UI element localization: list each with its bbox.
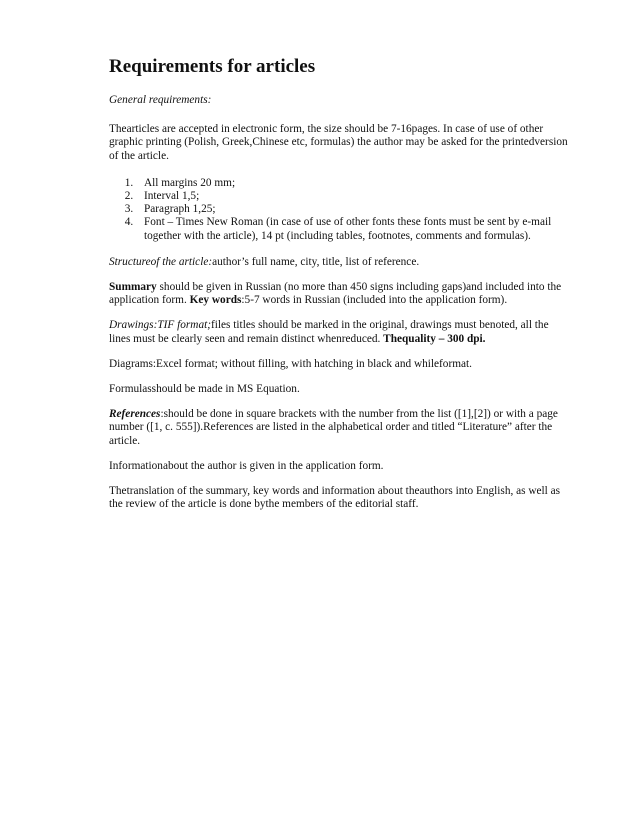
- page-title: Requirements for articles: [109, 56, 316, 77]
- summary-text: should be given in Russian (no more than 450 signs including gaps)and included into the application form.: [109, 281, 562, 307]
- formulas-paragraph: Formulasshould be made in MS Equation.: [109, 383, 300, 396]
- drawings-label: Drawings:TIF format;: [109, 319, 211, 332]
- formatting-list: [109, 177, 569, 243]
- structure-text: author’s full name, city, title, list of reference.: [212, 255, 420, 268]
- list-item: 3. Paragraph 1,25;: [136, 203, 569, 216]
- structure-label: Structureof the article:: [109, 255, 213, 268]
- key-words-text: :5-7 words in Russian (included into the application form).: [241, 294, 508, 307]
- key-words-label: Key words: [189, 294, 242, 307]
- structure-paragraph: [109, 256, 569, 269]
- list-item: 1. All margins 20 mm;: [136, 177, 569, 190]
- quality-text: Thequality – 300 dpi.: [383, 332, 486, 345]
- references-paragraph: [109, 408, 569, 448]
- general-requirements-heading: General requirements:: [109, 94, 212, 106]
- translation-paragraph: Thetranslation of the summary, key words and information about theauthors into English, as well as the review of the article is done bythe members of the editorial staff.: [109, 485, 561, 511]
- document-page: [109, 56, 569, 523]
- drawings-text: files titles should be marked in the original, drawings must benoted, all the lines must be clearly seen and remain distinct whenreduced.: [109, 319, 549, 345]
- intro-paragraph: Thearticles are accepted in electronic form, the size should be 7-16pages. In case of use of other graphic printing (Polish, Greek,Chinese etc, formulas) the author may be asked for the printedversion of the article.: [109, 123, 568, 162]
- drawings-paragraph: [109, 319, 569, 345]
- references-label: References: [109, 408, 161, 421]
- references-text: :should be done in square brackets with the number from the list ([1],[2]) or with a page number ([1, c. 555]).References are listed in the alphabetical order and titled “Literature” after the article.: [109, 408, 558, 447]
- summary-paragraph: [109, 281, 569, 307]
- information-paragraph: Informationabout the author is given in the application form.: [109, 459, 384, 472]
- diagrams-paragraph: Diagrams:Excel format; without filling, with hatching in black and whileformat.: [109, 357, 472, 370]
- list-item: 2. Interval 1,5;: [136, 190, 569, 203]
- list-item: 4. Font – Times New Roman (in case of use of other fonts these fonts must be sent by e-mail together with the article), 14 pt (including tables, footnotes, comments and formulas).: [136, 216, 569, 242]
- summary-label: Summary: [109, 281, 157, 294]
